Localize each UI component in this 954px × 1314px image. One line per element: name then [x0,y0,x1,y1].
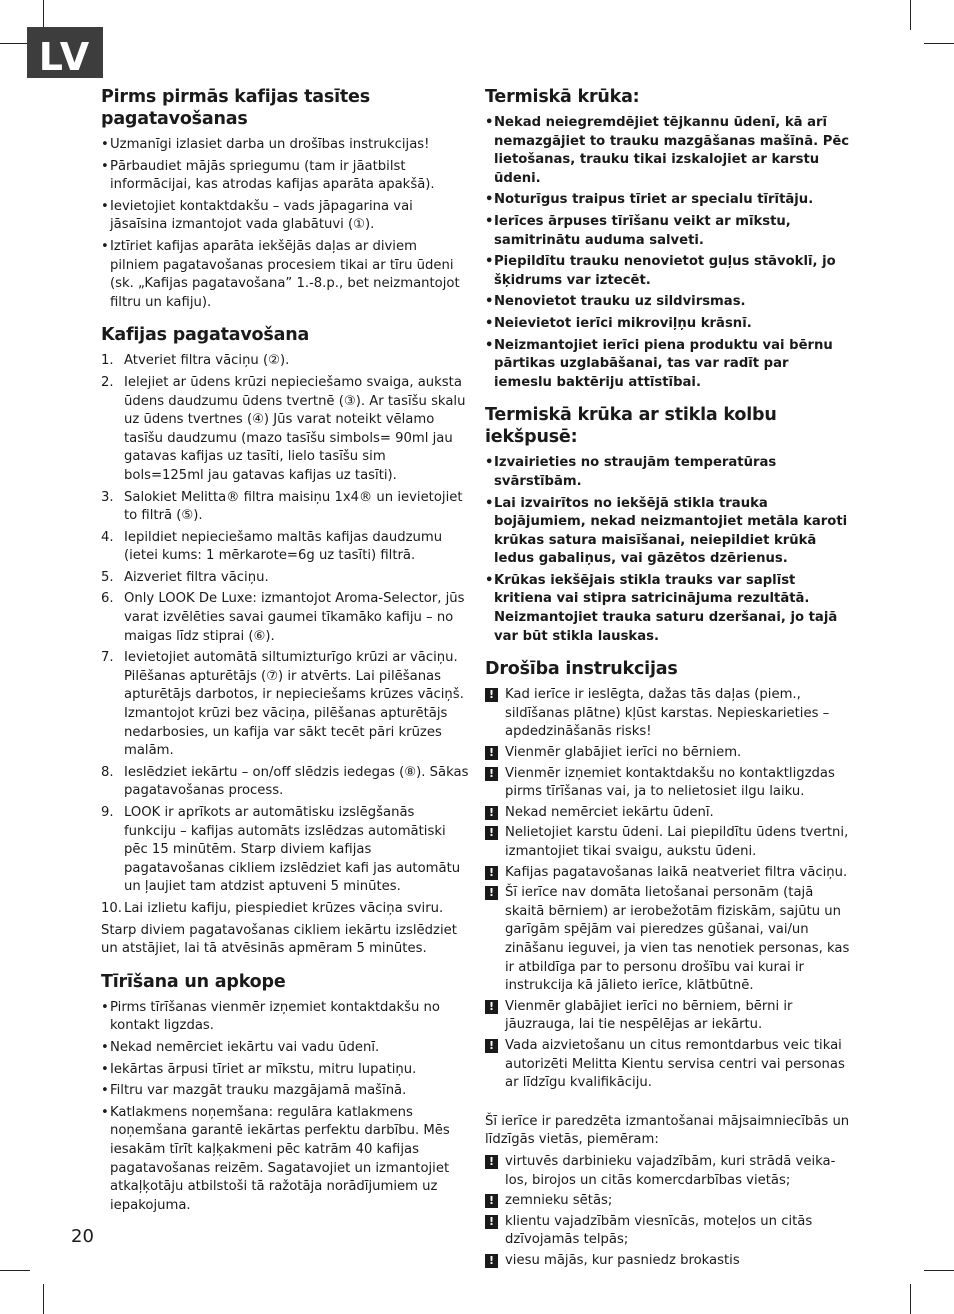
warning-icon: ! [485,886,498,900]
bullet-list [485,114,850,392]
step-number: 6. [101,591,114,607]
spacer [485,1095,850,1113]
step-text: Only LOOK De Luxe: izmantojot Aroma-Selector, jūs varat izvēlēties savai gaumei tīkamāko kafiju – no maigas līdz stiprai (⑥). [124,591,465,644]
section-safety [485,658,850,1270]
list-item [101,804,469,897]
usage-text: zemnieku sētās; [505,1193,613,1209]
step-number: 10. [101,900,122,916]
list-item [485,1252,850,1271]
step-number: 4. [101,529,114,545]
warning-icon: ! [485,1155,498,1169]
list-item [485,1153,850,1190]
bullet-list [485,454,850,646]
warning-icon: ! [485,746,498,760]
step-text: Aizveriet filtra vāciņu. [124,569,269,585]
bullet-list [101,999,469,1216]
list-item: • Ievietojiet kontaktdakšu – vads jāpagarina vai jāsaīsina izmantojot vada glabātuvi (①). [101,198,469,235]
list-item [101,590,469,646]
crop-mark [924,1270,954,1271]
warning-icon: ! [485,866,498,880]
section-cleaning [101,971,469,1216]
section-title: Termiskā krūka: [485,87,640,107]
warning-text: Kad ierīce ir ieslēgta, dažas tās daļas (piem., sildīšanas plātne) kļūst karstas. Nepieskarieties – apdedzināšanās risks! [505,687,830,740]
list-item [101,374,469,486]
step-number: 9. [101,805,114,820]
step-text: Salokiet Melitta® filtra maisiņu 1x4® un ievietojiet to filtrā (⑤). [124,489,463,524]
step-text: Iepildiet nepieciešamo maltās kafijas daudzumu (ietei kums: 1 mērkarote=6g uz tasīti) filtrā. [124,529,443,564]
list-item [485,824,850,861]
numbered-list [101,352,469,918]
crop-mark [910,1284,911,1314]
list-item [101,352,469,371]
list-item [485,864,850,883]
section-coffee-preparation [101,324,469,958]
section-title: Pirms pirmās kafijas tasītes pagatavošanas [101,87,370,129]
step-number: 1. [101,353,114,369]
list-item [101,764,469,801]
list-item: • Noturīgus traipus tīriet ar specialu tīrītāju. [485,191,850,210]
page-number: 20 [71,1226,94,1247]
warning-icon: ! [485,1254,498,1268]
crop-mark [924,43,954,44]
section-thermal-jug-glass [485,404,850,646]
list-item: • Neievietot ierīci mikroviļņu krāsnī. [485,315,850,334]
step-text: Ievietojiet automātā siltumizturīgo krūzi ar vāciņu. Pilēšanas apturētājs (⑦) ir atvērts. Lai pilēšanas apturētājs darbotos, ir nepieciešams krūzes vāciņš. Izmantojot krūzi bez vāciņa, pilēšanas apturētājs nedarbosies, un kafija var sākt tecēt pāri krūzes malām. [124,650,464,759]
warning-icon: ! [485,1039,498,1053]
step-text: Ieslēdziet iekārtu – on/off slēdzis iedegas (⑧). Sākas pagatavošanas process. [124,764,469,799]
list-item: • Filtru var mazgāt trauku mazgājamā mašīnā. [101,1082,469,1101]
list-item [485,998,850,1035]
step-number: 7. [101,650,114,666]
list-item: • Krūkas iekšējais stikla trauks var saplīst kritiena vai stipra satricinājuma rezultātā. Neizmantojiet trauka saturu dzeršanai, jo tajā var būt stikla lauskas. [485,572,850,646]
step-text: Atveriet filtra vāciņu (②). [124,353,290,369]
list-item [485,744,850,763]
list-item: • Nekad neiegremdējiet tējkannu ūdenī, kā arī nemazgājiet to trauku mazgāšanas mašīnā. Pēc lietošanas, trauku tikai izskalojiet ar karstu ūdeni. [485,114,850,188]
usage-text: viesu mājās, kur pasniedz brokastis [505,1252,740,1268]
warning-list [485,686,850,1092]
warning-icon: ! [485,1215,498,1229]
usage-text: virtuvēs darbinieku vajadzībām, kuri strādā veika-los, birojos un citās komercdarbības vietās; [505,1153,836,1188]
warning-icon: ! [485,1194,498,1208]
warning-text: Vienmēr izņemiet kontaktdakšu no kontaktligzdas pirms tīrīšanas vai, ja to nelietosiet ilgu laiku. [505,765,835,800]
list-item [101,489,469,526]
warning-icon: ! [485,688,498,702]
step-number: 5. [101,569,114,585]
list-item [485,1037,850,1093]
step-number: 8. [101,764,114,780]
list-item [101,900,469,919]
usage-text: klientu vajadzībām viesnīcās, moteļos un citās dzīvojamās telpās; [505,1213,813,1248]
list-item [485,1192,850,1211]
list-item [101,569,469,588]
crop-mark [0,43,30,44]
list-item: • Nenovietot trauku uz sildvirsmas. [485,293,850,312]
warning-text: Kafijas pagatavošanas laikā neatveriet filtra vāciņu. [505,864,848,880]
section-title: Termiskā krūka ar stikla kolbu iekšpusē: [485,405,777,448]
warning-text: Vada aizvietošanu un citus remontdarbus veic tikai autorizēti Melitta Kientu servisa centri vai personas ar līdzīgu kvalifikāciju. [505,1037,845,1091]
warning-text: Vienmēr glabājiet ierīci no bērniem, bērni ir jāuzrauga, lai tie nespēlējas ar iekārtu. [505,998,793,1033]
list-item: • Ierīces ārpuses tīrīšanu veikt ar mīkstu, samitrinātu auduma salveti. [485,213,850,250]
list-item [485,686,850,742]
crop-mark [910,0,911,30]
warning-text: Nekad nemērciet iekārtu ūdenī. [505,804,714,820]
warning-icon: ! [485,826,498,840]
warning-icon: ! [485,1000,498,1014]
section-title: Kafijas pagatavošana [101,325,310,346]
warning-icon: ! [485,806,498,820]
list-item: • Izvairieties no straujām temperatūras svārstībām. [485,454,850,491]
list-item: • Piepildītu trauku nenovietot guļus stāvoklī, jo šķidrums var iztecēt. [485,253,850,290]
section-title: Drošība instrukcijas [485,659,678,680]
list-item: • Katlakmens noņemšana: regulāra katlakmens noņemšana garantē iekārtas perfektu darbību. Mēs iesakām tīrīt kaļķakmeni pēc katrām 40 kafijas pagatavošanas reizēm. Sagatavojiet un izmantojiet atkaļķotāju atbilstoši tā ražotāja norādījumiem uz iepakojuma. [101,1104,469,1216]
list-item: • Iekārtas ārpusi tīriet ar mīkstu, mitru lupatiņu. [101,1061,469,1080]
list-item: • Neizmantojiet ierīci piena produktu vai bērnu pārtikas uzglabāšanai, tas var radīt par iemeslu baktēriju attīstībai. [485,337,850,393]
step-text: Lai izlietu kafiju, piespiediet krūzes vāciņa sviru. [124,900,444,916]
step-number: 3. [101,489,114,505]
list-item [101,529,469,566]
warning-icon: ! [485,767,498,781]
note-text: Starp diviem pagatavošanas cikliem iekārtu izslēdziet un atstājiet, lai tā atvēsinās apmēram 5 minūtes. [101,922,457,957]
usage-intro: Šī ierīce ir paredzēta izmantošanai mājsaimniecībās un līdzīgās vietās, piemēram: [485,1113,850,1148]
left-column [101,86,469,1227]
section-title: Tīrīšana un apkope [101,971,286,992]
right-column [485,86,850,1282]
list-item: • Pirms tīrīšanas vienmēr izņemiet kontaktdakšu no kontakt ligzdas. [101,999,469,1036]
list-item [485,804,850,823]
section-thermal-jug [485,86,850,392]
list-item: • Pārbaudiet mājās spriegumu (tam ir jāatbilst informācijai, kas atrodas kafijas aparāta apakšā). [101,158,469,195]
list-item [101,649,469,761]
list-item: • Lai izvairītos no iekšējā stikla trauka bojājumiem, nekad neizmantojiet metāla karoti krūkas satura maisīšanai, neiepildiet krūkā ledus gabaliņus, vai gāzētos dzērienus. [485,495,850,569]
usage-list [485,1153,850,1271]
crop-mark [0,1270,30,1271]
section-before-first-use [101,86,469,312]
bullet-list [101,136,469,312]
list-item [485,884,850,996]
list-item [485,765,850,802]
list-item: • Iztīriet kafijas aparāta iekšējās daļas ar diviem pilniem pagatavošanas procesiem tikai ar tīru ūdeni (sk. „Kafijas pagatavošana” 1.-8.p., bet neizmantojot filtru un kafiju). [101,238,469,312]
language-label: LV [27,27,103,78]
list-item [485,1213,850,1250]
step-text: LOOK ir aprīkots ar automātisku izslēgšanās funkciju – kafijas automāts izslēdzas automātiski pēc 15 minūtēm. Starp diviem kafijas pagatavošanas cikliem izslēdziet kafi jas automātu un ļaujiet tam atdzist aptuveni 5 minūtes. [124,805,461,895]
warning-text: Nelietojiet karstu ūdeni. Lai piepildītu ūdens tvertni, izmantojiet tikai svaigu, aukstu ūdeni. [505,825,849,859]
crop-mark [43,0,44,30]
step-text: Ielejiet ar ūdens krūzi nepieciešamo svaiga, auksta ūdens daudzumu ūdens tvertnē (③). Ar tasīšu skalu uz ūdens tvertnes (④) Jūs varat noteikt vēlamo tasīšu daudzumu (mazo tasīšu simbols= 90ml jau gatavas kafijas uz tasīti, lielo tasīšu sim bols=125ml jau gatavas kafijas uz tasīti). [124,374,466,483]
crop-mark [43,1284,44,1314]
warning-text: Šī ierīce nav domāta lietošanai personām (tajā skaitā bērniem) ar ierobežotām fiziskām, sajūtu un garīgām spējām vai pieredzes gūšanai, vai/un zināšanu ieguvei, ja vien tas nenotiek personas, kas ir atbildīga par to personu drošību vai kurai ir instrukcija kā jālieto ierīce, klātbūtnē. [505,885,850,994]
warning-text: Vienmēr glabājiet ierīci no bērniem. [505,745,742,761]
step-number: 2. [101,374,114,390]
list-item: • Uzmanīgi izlasiet darba un drošības instrukcijas! [101,136,469,155]
list-item: • Nekad nemērciet iekārtu vai vadu ūdenī. [101,1039,469,1058]
